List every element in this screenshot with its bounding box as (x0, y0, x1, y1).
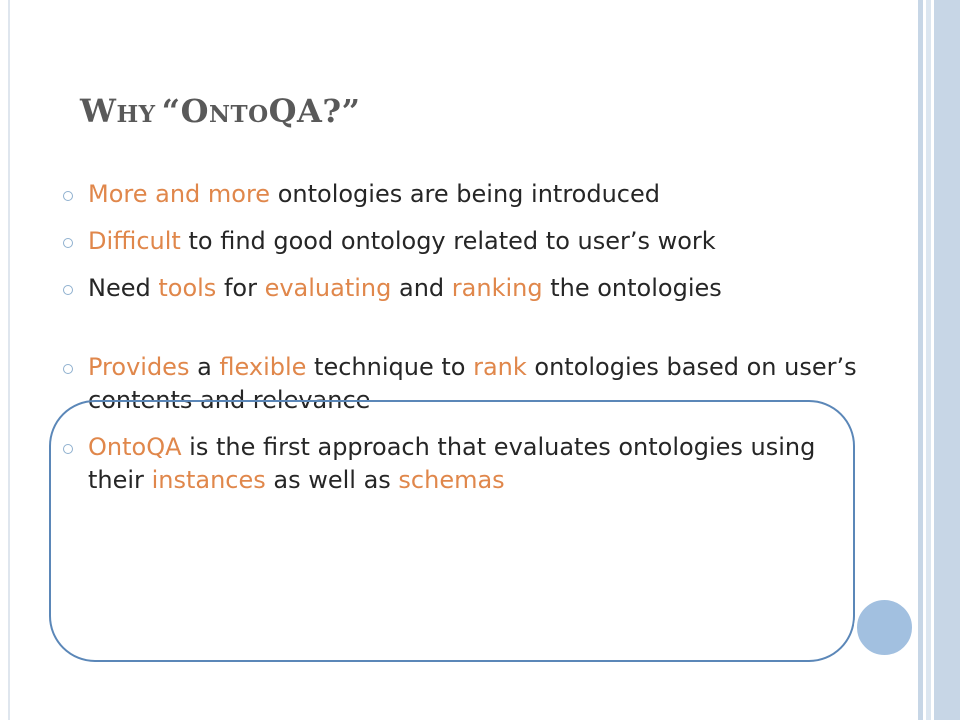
bullet-circle-icon (63, 191, 73, 201)
bullet-text: to find good ontology related to user’s work (180, 227, 716, 255)
highlighted-text: evaluating (264, 274, 392, 302)
bullet-circle-icon (63, 285, 73, 295)
bullet-circle-icon (63, 238, 73, 248)
bullet-text: Need (88, 274, 159, 302)
highlighted-text: Difficult (88, 227, 181, 255)
highlighted-text: flexible (219, 353, 307, 381)
highlighted-text: tools (158, 274, 217, 302)
slide-frame-line (8, 0, 10, 720)
bullet-item (62, 225, 862, 258)
bullet-text: the ontologies (542, 274, 722, 302)
highlight-callout-box (49, 400, 855, 662)
right-decor-stripe (918, 0, 923, 720)
right-decor-stripe (926, 0, 931, 720)
right-decor-stripe (934, 0, 960, 720)
bullet-text: ontologies based on user’s contents and relevance (88, 353, 857, 414)
highlighted-text: More and more (88, 180, 271, 208)
bullet-text: as well as (265, 466, 399, 494)
bullet-item (62, 272, 862, 305)
bullet-text: and (391, 274, 452, 302)
bullet-text: is the first approach that evaluates ontologies using their (88, 433, 816, 494)
bullet-text: technique to (306, 353, 474, 381)
highlighted-text: ranking (451, 274, 543, 302)
bullet-item (62, 178, 862, 211)
bullet-text: a (189, 353, 220, 381)
highlighted-text: instances (151, 466, 266, 494)
bullet-text: for (216, 274, 265, 302)
highlighted-text: Provides (88, 353, 190, 381)
slide-title: WHY “ONTOQA?” (80, 92, 361, 130)
highlighted-text: schemas (398, 466, 505, 494)
highlighted-text: rank (473, 353, 527, 381)
decorative-circle (854, 597, 915, 658)
highlighted-text: OntoQA (88, 433, 182, 461)
bullet-text: ontologies are being introduced (270, 180, 660, 208)
bullet-circle-icon (63, 364, 73, 374)
